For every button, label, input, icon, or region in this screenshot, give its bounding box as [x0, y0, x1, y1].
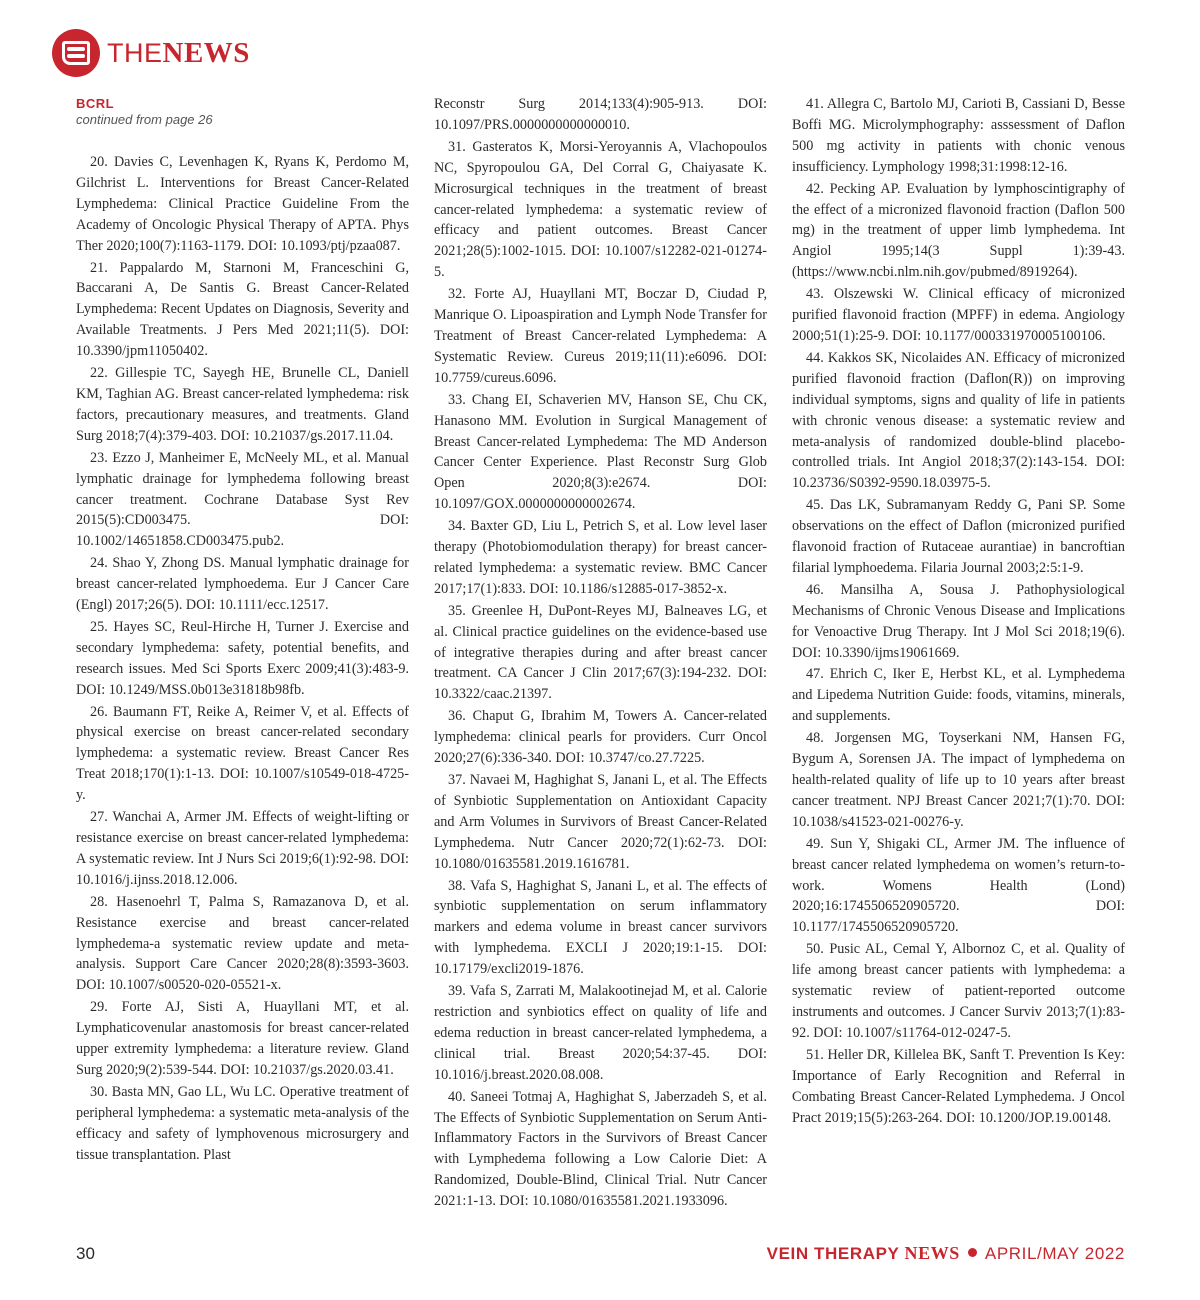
- reference-item: 39. Vafa S, Zarrati M, Malakootinejad M, et al. Calorie restriction and synbiotics effect on quality of life and edema reduction in breast cancer-related lymphedema, a clinical trial. Breast 2020;54:37-45. DOI: 10.1016/j.breast.2020.08.008.: [434, 983, 767, 1083]
- section-tag: BCRL: [76, 96, 115, 111]
- reference-item: 34. Baxter GD, Liu L, Petrich S, et al. Low level laser therapy (Photobiomodulation therapy) for breast cancer-related lymphedema: a systematic review. BMC Cancer 2017;17(1):833. DOI: 10.1186/s12885-017-3852-x.: [434, 518, 767, 597]
- issue-date: APRIL/MAY 2022: [984, 1244, 1125, 1263]
- reference-item: 32. Forte AJ, Huayllani MT, Boczar D, Ciudad P, Manrique O. Lipoaspiration and Lymph Node Transfer for Treatment of Breast Cancer-related Lymphedema: A Systematic Review. Cureus 2019;11(11):e6096. DOI: 10.7759/cureus.6096.: [434, 286, 767, 386]
- reference-item: 49. Sun Y, Shigaki CL, Armer JM. The influence of breast cancer related lymphedema on women’s return-to-work. Womens Health (Lond) 2020;16:1745506520905720. DOI: 10.1177/1745506520905720.: [792, 835, 1125, 936]
- reference-item: 26. Baumann FT, Reike A, Reimer V, et al. Effects of physical exercise on breast cancer-related secondary lymphedema: a systematic review. Breast Cancer Res Treat 2018;170(1):1-13. DOI: 10.1007/s10549-018-4725-y.: [76, 703, 409, 804]
- newspaper-icon: [52, 29, 100, 77]
- reference-item: 44. Kakkos SK, Nicolaides AN. Efficacy of micronized purified flavonoid fraction (Daflon(R)) on improving individual symptoms, signs and quality of life in patients with chronic venous disease: a systematic review and meta-analysis of randomized double-blind placebo-controlled trials. Int Angiol 2018;37(2):143-154. DOI: 10.23736/S0392-9590.18.03975-5.: [792, 349, 1125, 492]
- reference-item: 21. Pappalardo M, Starnoni M, Franceschini G, Baccarani A, De Santis G. Breast Cancer-Related Lymphedema: Recent Updates on Diagnosis, Severity and Available Treatments. J Pers Med 2021;11(5). DOI: 10.3390/jpm11050402.: [76, 259, 409, 360]
- reference-item: 36. Chaput G, Ibrahim M, Towers A. Cancer-related lymphedema: clinical pearls for providers. Curr Oncol 2020;27(6):336-340. DOI: 10.3747/co.27.7225.: [434, 708, 767, 767]
- reference-item: 50. Pusic AL, Cemal Y, Albornoz C, et al. Quality of life among breast cancer patients with lymphedema: a systematic review of patient-reported outcome instruments and outcomes. J Cancer Surviv 2013;7(1):83-92. DOI: 10.1007/s11764-012-0247-5.: [792, 941, 1125, 1041]
- reference-item: 46. Mansilha A, Sousa J. Pathophysiological Mechanisms of Chronic Venous Disease and Implications for Venoactive Drug Therapy. Int J Mol Sci 2018;19(6). DOI: 10.3390/ijms19061669.: [792, 581, 1125, 661]
- reference-item: 43. Olszewski W. Clinical efficacy of micronized purified flavonoid fraction (MPFF) in edema. Angiology 2000;51(1):25-9. DOI: 10.1177/000331970005100106.: [792, 286, 1125, 344]
- reference-item: 25. Hayes SC, Reul-Hirche H, Turner J. Exercise and secondary lymphedema: safety, potential benefits, and research issues. Med Sci Sports Exerc 2009;41(3):483-9. DOI: 10.1249/MSS.0b013e31818b98fb.: [76, 618, 409, 698]
- reference-item: 33. Chang EI, Schaverien MV, Hanson SE, Chu CK, Hanasono MM. Evolution in Surgical Management of Breast Cancer-related Lymphedema: The MD Anderson Cancer Center Experience. Plast Reconstr Surg Glob Open 2020;8(3):e2674. DOI: 10.1097/GOX.0000000000002674.: [434, 391, 767, 513]
- brand-the: THE: [107, 37, 163, 68]
- reference-item-continued: Reconstr Surg 2014;133(4):905-913. DOI: 10.1097/PRS.0000000000000010.: [434, 96, 767, 133]
- references-column-3: [792, 94, 1125, 1129]
- publication-prefix: VEIN THERAPY: [766, 1244, 900, 1263]
- reference-item: 35. Greenlee H, DuPont-Reyes MJ, Balneaves LG, et al. Clinical practice guidelines on the evidence-based use of integrative therapies during and after breast cancer treatment. CA Cancer J Clin 2017;67(3):194-232. DOI: 10.3322/caac.21397.: [434, 602, 767, 703]
- reference-item: 41. Allegra C, Bartolo MJ, Carioti B, Cassiani D, Besse Boffi MG. Microlymphography: asssessment of Daflon 500 mg activity in patients with chonic venous insufficiency. Lymphology 1998;31:1998:12-16.: [792, 96, 1125, 175]
- section-brand: [107, 36, 250, 69]
- publication-name: [767, 1244, 960, 1263]
- references-column-1: [76, 152, 409, 1167]
- reference-item: 27. Wanchai A, Armer JM. Effects of weight-lifting or resistance exercise on breast cancer-related lymphedema: A systematic review. Int J Nurs Sci 2019;6(1):92-98. DOI: 10.1016/j.ijnss.2018.12.006.: [76, 809, 409, 888]
- reference-item: 40. Saneei Totmaj A, Haghighat S, Jaberzadeh S, et al. The Effects of Synbiotic Supplementation on Serum Anti-Inflammatory Factors in the Survivors of Breast Cancer with Lymphedema following a Low Calorie Diet: A Randomized, Double-Blind, Clinical Trial. Nutr Cancer 2021:1-13. DOI: 10.1080/01635581.2021.1933096.: [434, 1088, 767, 1210]
- page-number: 30: [76, 1244, 95, 1263]
- reference-item: 51. Heller DR, Killelea BK, Sanft T. Prevention Is Key: Importance of Early Recognition and Referral in Combating Breast Cancer-Related Lymphedema. J Oncol Pract 2019;15(5):263-264. DOI: 10.1200/JOP.19.00148.: [792, 1046, 1125, 1126]
- reference-item: 47. Ehrich C, Iker E, Herbst KL, et al. Lymphedema and Lipedema Nutrition Guide: foods, vitamins, minerals, and supplements.: [792, 666, 1125, 725]
- masthead: [52, 28, 250, 78]
- reference-item: 30. Basta MN, Gao LL, Wu LC. Operative treatment of peripheral lymphedema: a systematic meta-analysis of the efficacy and safety of lymphovenous microsurgery and tissue transplantation. Plast: [76, 1083, 409, 1163]
- reference-item: 20. Davies C, Levenhagen K, Ryans K, Perdomo M, Gilchrist L. Interventions for Breast Cancer-Related Lymphedema: Clinical Practice Guideline From the Academy of Oncologic Physical Therapy of APTA. Phys Ther 2020;100(7):1163-1179. DOI: 10.1093/ptj/pzaa087.: [76, 154, 409, 254]
- reference-item: 24. Shao Y, Zhong DS. Manual lymphatic drainage for breast cancer-related lymphoedema. Eur J Cancer Care (Engl) 2017;26(5). DOI: 10.1111/ecc.12517.: [76, 555, 409, 614]
- references-column-2: [434, 94, 767, 1213]
- continued-note: continued from page 26: [76, 112, 213, 127]
- reference-item: 37. Navaei M, Haghighat S, Janani L, et al. The Effects of Synbiotic Supplementation on Antioxidant Capacity and Arm Volumes in Survivors of Breast Cancer-Related Lymphedema. Nutr Cancer 2020;72(1):62-73. DOI: 10.1080/01635581.2019.1616781.: [434, 772, 767, 872]
- reference-item: 29. Forte AJ, Sisti A, Huayllani MT, et al. Lymphaticovenular anastomosis for breast cancer-related upper extremity lymphedema: a literature review. Gland Surg 2020;9(2):539-544. DOI: 10.21037/gs.2020.03.41.: [76, 999, 409, 1078]
- bullet-separator: [968, 1248, 977, 1257]
- reference-item: 28. Hasenoehrl T, Palma S, Ramazanova D, et al. Resistance exercise and breast cancer-related lymphedema-a systematic review update and meta-analysis. Support Care Cancer 2020;28(8):3593-3603. DOI: 10.1007/s00520-020-05521-x.: [76, 893, 409, 994]
- reference-item: 23. Ezzo J, Manheimer E, McNeely ML, et al. Manual lymphatic drainage for lymphedema following breast cancer treatment. Cochrane Database Syst Rev 2015(5):CD003475. DOI: 10.1002/14651858.CD003475.pub2.: [76, 449, 409, 550]
- reference-item: 22. Gillespie TC, Sayegh HE, Brunelle CL, Daniell KM, Taghian AG. Breast cancer-related lymphedema: risk factors, precautionary measures, and treatments. Gland Surg 2018;7(4):379-403. DOI: 10.21037/gs.2017.11.04.: [76, 365, 409, 444]
- brand-news: NEWS: [162, 36, 250, 69]
- footer-publication: [767, 1243, 1125, 1264]
- reference-item: 38. Vafa S, Haghighat S, Janani L, et al. The effects of synbiotic supplementation on serum inflammatory markers and edema volume in breast cancer survivors with lymphedema. EXCLI J 2020;19:1-15. DOI: 10.17179/excli2019-1876.: [434, 877, 767, 978]
- publication-news: NEWS: [904, 1243, 960, 1263]
- reference-item: 45. Das LK, Subramanyam Reddy G, Pani SP. Some observations on the effect of Daflon (micronized purified flavonoid fraction of Rutaceae aurantiae) in bancroftian filarial lymphoedema. Filaria Journal 2003;2:5:1-9.: [792, 497, 1125, 576]
- reference-item: 42. Pecking AP. Evaluation by lymphoscintigraphy of the effect of a micronized flavonoid fraction (Daflon 500 mg) in the treatment of upper limb lymphedema. Int Angiol 1995;14(3 Suppl 1):39-43. (https://www.ncbi.nlm.nih.gov/pubmed/8919264).: [792, 180, 1125, 281]
- reference-item: 31. Gasteratos K, Morsi-Yeroyannis A, Vlachopoulos NC, Spyropoulou GA, Del Corral G, Chaiyasate K. Microsurgical techniques in the treatment of breast cancer-related lymphedema: a systematic review of efficacy and patient outcomes. Breast Cancer 2021;28(5):1002-1015. DOI: 10.1007/s12282-021-01274-5.: [434, 138, 767, 281]
- reference-item: 48. Jorgensen MG, Toyserkani NM, Hansen FG, Bygum A, Sorensen JA. The impact of lymphedema on health-related quality of life up to 10 years after breast cancer treatment. NPJ Breast Cancer 2021;7(1):70. DOI: 10.1038/s41523-021-00276-y.: [792, 730, 1125, 830]
